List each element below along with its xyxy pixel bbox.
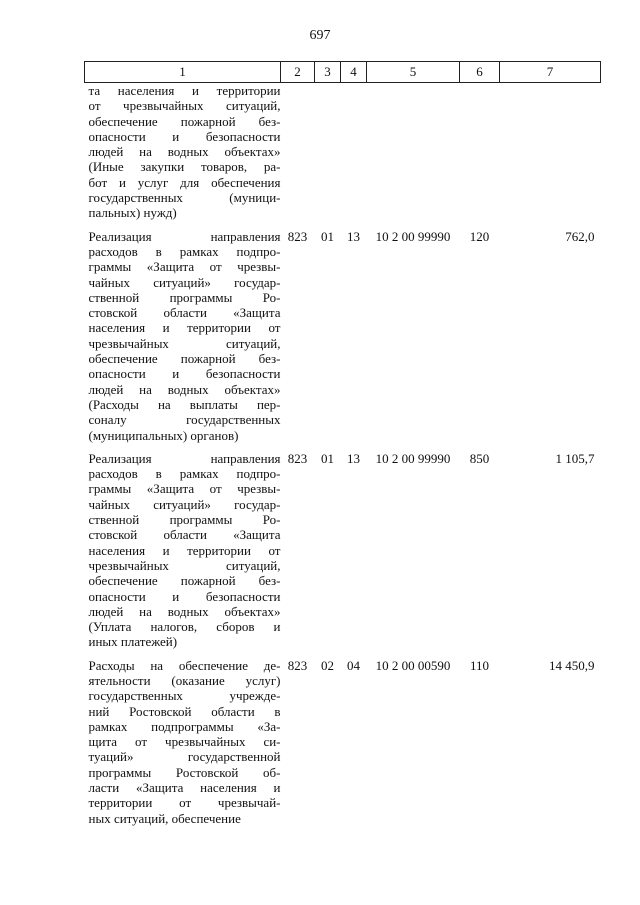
description-line: (Иные закупки товаров, ра- bbox=[88, 159, 281, 175]
expense-type-code: 110 bbox=[469, 657, 490, 673]
header-cell: 1 bbox=[85, 62, 281, 83]
description-line: расходов в рамках подпро- bbox=[88, 243, 281, 259]
description-line: граммы «Защита от чрезвы- bbox=[88, 259, 281, 275]
description-line: людей на водных объектах» bbox=[88, 381, 281, 397]
table-header bbox=[85, 62, 601, 83]
subsection-code: 04 bbox=[347, 657, 360, 673]
description-line: людей на водных объектах» bbox=[88, 144, 281, 160]
ministry-code: 823 bbox=[287, 228, 308, 244]
target-article-code: 10 2 00 99990 bbox=[375, 450, 451, 466]
description-line: населения и территории от bbox=[88, 542, 281, 558]
target-article-code bbox=[367, 83, 460, 221]
table-body bbox=[85, 83, 601, 826]
description-line: расходов в рамках подпро- bbox=[88, 466, 281, 482]
expense-type-code: 120 bbox=[469, 228, 490, 244]
table-row bbox=[85, 650, 601, 826]
description-line: ственной программы Ро- bbox=[88, 512, 281, 528]
description-line: Расходы на обеспечение де- bbox=[88, 657, 281, 673]
ministry-code: 823 bbox=[287, 657, 308, 673]
description-line: обеспечение пожарной без- bbox=[88, 573, 281, 589]
description-line: (муниципальных) органов) bbox=[88, 427, 239, 443]
ministry-code bbox=[281, 83, 315, 221]
description-line: опасности и безопасности bbox=[88, 366, 281, 382]
description-line: иных платежей) bbox=[88, 634, 178, 650]
description-line: чайных ситуаций» государ- bbox=[88, 496, 281, 512]
amount: 762,0 bbox=[565, 228, 595, 244]
amount: 1 105,7 bbox=[555, 450, 595, 466]
description-line: обеспечение пожарной без- bbox=[88, 351, 281, 367]
table-row bbox=[85, 443, 601, 650]
description-line: туаций» государственной bbox=[88, 749, 281, 765]
header-cell: 2 bbox=[281, 62, 315, 83]
target-article-code: 10 2 00 99990 bbox=[375, 228, 451, 244]
section-code: 01 bbox=[321, 228, 334, 244]
amount bbox=[500, 83, 601, 221]
description-line: ласти «Защита населения и bbox=[88, 780, 281, 796]
budget-table bbox=[84, 61, 601, 826]
description-line: населения и территории от bbox=[88, 320, 281, 336]
table-row bbox=[85, 221, 601, 443]
section-code: 01 bbox=[321, 450, 334, 466]
description-line: ятельности (оказание услуг) bbox=[88, 672, 281, 688]
description-line: ственной программы Ро- bbox=[88, 289, 281, 305]
description-line: чрезвычайных ситуаций, bbox=[88, 557, 281, 573]
expense-description bbox=[85, 83, 281, 221]
description-line: программы Ростовской об- bbox=[88, 764, 281, 780]
amount: 14 450,9 bbox=[549, 657, 595, 673]
description-line: чайных ситуаций» государ- bbox=[88, 274, 281, 290]
description-line: стовской области «Защита bbox=[88, 305, 281, 321]
description-line: Реализация направления bbox=[88, 228, 281, 244]
target-article-code: 10 2 00 00590 bbox=[375, 657, 451, 673]
header-cell: 3 bbox=[315, 62, 341, 83]
subsection-code: 13 bbox=[347, 450, 360, 466]
expense-description bbox=[85, 221, 281, 443]
expense-type-code: 850 bbox=[469, 450, 490, 466]
expense-description bbox=[85, 650, 281, 826]
description-line: опасности и безопасности bbox=[88, 128, 281, 144]
description-line: стовской области «Защита bbox=[88, 527, 281, 543]
description-line: граммы «Защита от чрезвы- bbox=[88, 481, 281, 497]
description-line: ных ситуаций, обеспечение bbox=[88, 810, 241, 826]
description-line: государственных учрежде- bbox=[88, 688, 281, 704]
description-line: обеспечение пожарной без- bbox=[88, 113, 281, 129]
table-row bbox=[85, 83, 601, 221]
header-cell: 6 bbox=[460, 62, 500, 83]
description-line: щита от чрезвычайных си- bbox=[88, 734, 281, 750]
description-line: пальных) нужд) bbox=[88, 205, 177, 221]
header-cell: 4 bbox=[341, 62, 367, 83]
description-line: та населения и территории bbox=[88, 83, 281, 98]
description-line: опасности и безопасности bbox=[88, 588, 281, 604]
subsection-code: 13 bbox=[347, 228, 360, 244]
description-line: Реализация направления bbox=[88, 450, 281, 466]
header-cell: 7 bbox=[500, 62, 601, 83]
description-line: территории от чрезвычай- bbox=[88, 795, 281, 811]
ministry-code: 823 bbox=[287, 450, 308, 466]
description-line: (Уплата налогов, сборов и bbox=[88, 619, 281, 635]
description-line: чрезвычайных ситуаций, bbox=[88, 335, 281, 351]
description-line: от чрезвычайных ситуаций, bbox=[88, 98, 281, 114]
description-line: рамках подпрограммы «За- bbox=[88, 718, 281, 734]
section-code: 02 bbox=[321, 657, 334, 673]
expense-description bbox=[85, 443, 281, 650]
description-line: ний Ростовской области в bbox=[88, 703, 281, 719]
header-cell: 5 bbox=[367, 62, 460, 83]
page-number: 697 bbox=[309, 28, 331, 43]
description-line: (Расходы на выплаты пер- bbox=[88, 396, 281, 412]
description-line: бот и услуг для обеспечения bbox=[88, 174, 281, 190]
description-line: государственных (муници- bbox=[88, 190, 281, 206]
description-line: соналу государственных bbox=[88, 412, 281, 428]
description-line: людей на водных объектах» bbox=[88, 603, 281, 619]
expense-type-code bbox=[460, 83, 500, 221]
subsection-code bbox=[341, 83, 367, 221]
section-code bbox=[315, 83, 341, 221]
